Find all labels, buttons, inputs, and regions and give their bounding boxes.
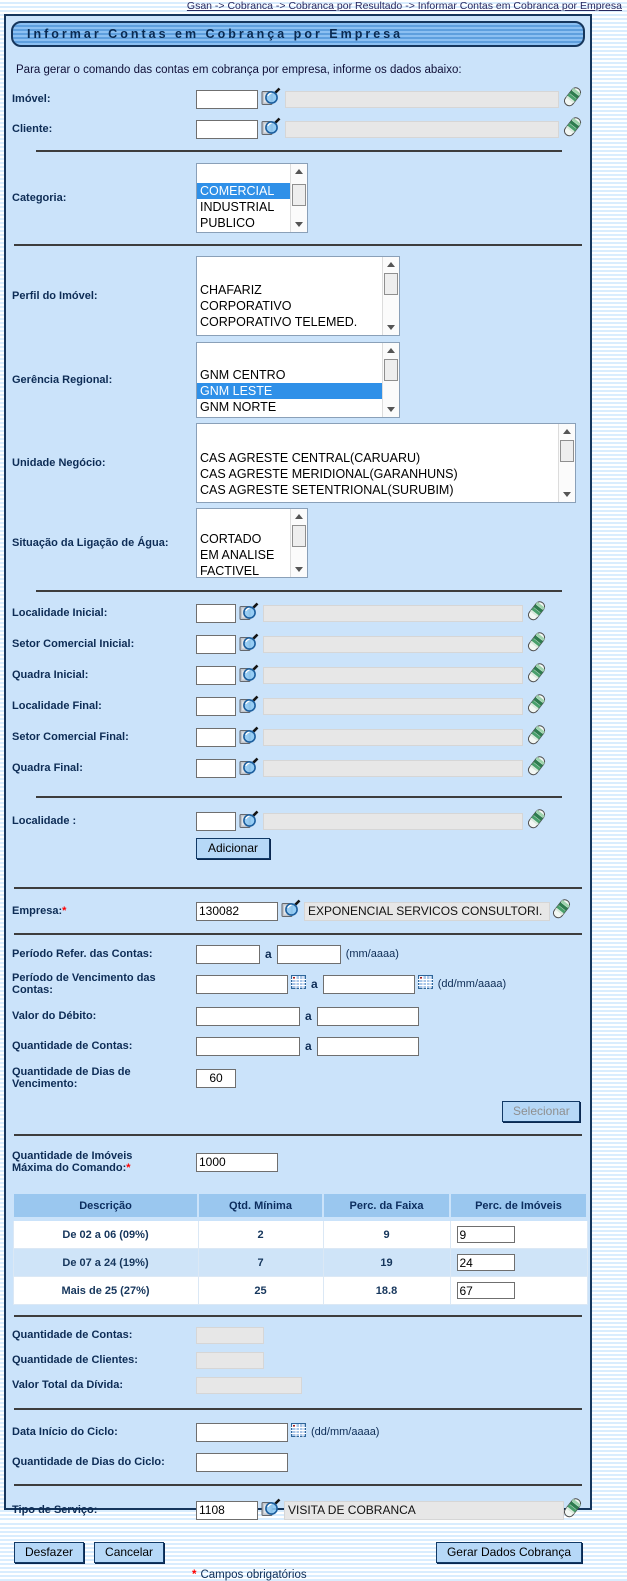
range-separator: a [305, 1039, 312, 1053]
periodo-vencimento-from-input[interactable] [196, 975, 288, 994]
format-hint: (dd/mm/aaaa) [311, 1426, 380, 1438]
search-icon[interactable] [239, 810, 259, 834]
eraser-icon[interactable] [562, 116, 582, 143]
desfazer-button[interactable]: Desfazer [14, 1542, 84, 1563]
periodo-vencimento-row [6, 967, 590, 1001]
data-inicio-ciclo-label: Data Início do Ciclo: [12, 1425, 118, 1438]
valor-debito-from-input[interactable] [196, 1007, 300, 1026]
listbox-option[interactable] [197, 351, 382, 367]
listbox-option[interactable]: GNM NORTE [200, 400, 277, 414]
listbox-option[interactable] [197, 515, 290, 531]
localidade-row [6, 808, 590, 835]
localidade-final-code-input[interactable] [196, 697, 236, 716]
situacao-ligacao-row [6, 506, 590, 580]
localidade-final-row [6, 691, 590, 722]
cliente-row [6, 114, 590, 144]
table-row [13, 1219, 587, 1249]
selecionar-row [6, 1101, 590, 1122]
tipo-servico-row [6, 1492, 590, 1528]
imoveis-maximo-label: Quantidade de Imóveis Máxima do Comando:* [12, 1149, 133, 1174]
search-icon[interactable] [239, 664, 259, 688]
listbox-option[interactable]: CORPORATIVO TELEMED. [200, 315, 358, 329]
data-inicio-ciclo-input[interactable] [196, 1423, 288, 1442]
search-icon[interactable] [239, 602, 259, 626]
listbox-option[interactable]: CORTADO [200, 532, 262, 546]
cell-perc-faixa: 19 [323, 1249, 450, 1277]
required-asterisk: * [126, 1162, 131, 1174]
localidade-inicial-label: Localidade Inicial: [12, 607, 108, 620]
selecionar-button[interactable]: Selecionar [502, 1101, 580, 1122]
perfil-imovel-listbox[interactable] [196, 256, 400, 336]
tipo-servico-label: Tipo de Serviço: [12, 1503, 98, 1516]
bottom-button-bar [14, 1542, 582, 1563]
scrollbar[interactable] [290, 164, 307, 232]
eraser-icon[interactable] [526, 755, 546, 782]
listbox-option[interactable]: INDUSTRIAL [200, 200, 275, 214]
range-separator: a [311, 977, 318, 991]
valor-debito-row [6, 1001, 590, 1031]
imoveis-maximo-input[interactable] [196, 1153, 278, 1172]
cliente-label: Cliente: [12, 122, 53, 135]
data-inicio-ciclo-row [6, 1416, 590, 1448]
required-asterisk: * [192, 1569, 197, 1581]
calendar-icon[interactable] [291, 975, 306, 994]
periodo-vencimento-label: Período de Vencimento das Contas: [12, 971, 156, 996]
search-icon[interactable] [239, 695, 259, 719]
valor-divida-total-row [6, 1373, 590, 1398]
cancelar-button[interactable]: Cancelar [94, 1542, 164, 1563]
listbox-option[interactable]: PUBLICO [200, 216, 255, 230]
unidade-negocio-label: Unidade Negócio: [12, 456, 106, 469]
calendar-icon[interactable] [291, 1423, 306, 1442]
localidade-final-name-display [263, 698, 523, 715]
localidade-final-label: Localidade Final: [12, 700, 102, 713]
listbox-option[interactable]: CAS AGRESTE CENTRAL(CARUARU) [200, 451, 421, 465]
listbox-option[interactable]: CORPORATIVO [200, 299, 292, 313]
setor-final-name-display [263, 729, 523, 746]
intro-text: Para gerar o comando das contas em cobrança por empresa, informe os dados abaixo: [16, 64, 462, 76]
eraser-icon[interactable] [551, 898, 571, 925]
quantidade-contas-to-input[interactable] [317, 1037, 419, 1056]
qtd-contas-total-row [6, 1323, 590, 1348]
setor-final-label: Setor Comercial Final: [12, 731, 129, 744]
quadra-final-code-input[interactable] [196, 759, 236, 778]
adicionar-button[interactable]: Adicionar [196, 838, 270, 859]
format-hint: (mm/aaaa) [345, 948, 399, 960]
situacao-ligacao-listbox[interactable] [196, 508, 308, 578]
eraser-icon[interactable] [526, 631, 546, 658]
dias-vencimento-input[interactable] [196, 1069, 236, 1088]
scrollbar[interactable] [382, 343, 399, 417]
page-title: Informar Contas em Cobrança por Empresa [27, 27, 404, 41]
localidade-label: Localidade : [12, 815, 77, 828]
quadra-final-name-display [263, 760, 523, 777]
dias-ciclo-row [6, 1448, 590, 1476]
quantidade-contas-label: Quantidade de Contas: [12, 1039, 133, 1052]
setor-inicial-label: Setor Comercial Inicial: [12, 638, 135, 651]
unidade-negocio-listbox[interactable] [196, 423, 576, 503]
listbox-option[interactable] [197, 167, 290, 183]
col-header-perc-imoveis: Perc. de Imóveis [450, 1193, 587, 1219]
qtd-clientes-total-display [196, 1352, 264, 1369]
perc-imoveis-input[interactable] [457, 1254, 515, 1271]
tipo-servico-name-display: VISITA DE COBRANCA [284, 1501, 564, 1520]
quadra-inicial-row [6, 660, 590, 691]
page-title-bar [11, 21, 585, 47]
listbox-option[interactable]: EM ANALISE [200, 548, 275, 562]
quadra-inicial-label: Quadra Inicial: [12, 669, 89, 682]
listbox-option[interactable] [197, 434, 558, 450]
dias-ciclo-input[interactable] [196, 1453, 288, 1472]
calendar-icon[interactable] [418, 975, 433, 994]
range-separator: a [265, 947, 272, 961]
listbox-option[interactable]: COMERCIAL [197, 183, 290, 199]
quadra-inicial-code-input[interactable] [196, 666, 236, 685]
listbox-option[interactable]: GNM LESTE [197, 383, 382, 399]
col-header-perc-faixa: Perc. da Faixa [323, 1193, 450, 1219]
cliente-code-input[interactable] [196, 120, 258, 139]
table-row [13, 1249, 587, 1277]
qtd-clientes-total-label: Quantidade de Clientes: [12, 1354, 138, 1367]
situacao-ligacao-label: Situação da Ligação de Água: [12, 536, 169, 549]
listbox-option[interactable]: CHAFARIZ [200, 283, 262, 297]
perc-imoveis-input[interactable] [457, 1226, 515, 1243]
setor-inicial-code-input[interactable] [196, 635, 236, 654]
cell-descricao: Mais de 25 (27%) [13, 1277, 198, 1305]
breadcrumb[interactable]: Gsan -> Cobranca -> Cobranca por Resultado -> Informar Contas em Cobranca por Empresa [186, 0, 622, 12]
gerencia-regional-label: Gerência Regional: [12, 373, 113, 386]
eraser-icon[interactable] [526, 693, 546, 720]
required-fields-note: * Campos obrigatórios [192, 1569, 307, 1581]
imovel-row [6, 84, 590, 114]
cell-descricao: De 07 a 24 (19%) [13, 1249, 198, 1277]
eraser-icon[interactable] [562, 86, 582, 113]
cell-qtd-minima: 7 [198, 1249, 323, 1277]
eraser-icon[interactable] [526, 662, 546, 689]
listbox-option[interactable] [197, 266, 382, 282]
adicionar-row [6, 835, 590, 861]
quantidade-contas-from-input[interactable] [196, 1037, 300, 1056]
listbox-option[interactable]: CAS AGRESTE SETENTRIONAL(SURUBIM) [200, 483, 454, 497]
eraser-icon[interactable] [562, 1497, 582, 1524]
categoria-listbox[interactable] [196, 163, 308, 233]
gerencia-regional-row [6, 340, 590, 420]
qtd-contas-total-label: Quantidade de Contas: [12, 1329, 133, 1342]
gerar-dados-cobranca-button[interactable]: Gerar Dados Cobrança [436, 1542, 582, 1563]
dias-vencimento-row [6, 1061, 590, 1095]
search-icon[interactable] [261, 117, 281, 141]
localidade-inicial-code-input[interactable] [196, 604, 236, 623]
localidade-inicial-row [6, 598, 590, 629]
localidade-inicial-name-display [263, 605, 523, 622]
categoria-label: Categoria: [12, 191, 67, 204]
gerencia-regional-listbox[interactable] [196, 342, 400, 418]
search-icon[interactable] [281, 899, 301, 923]
cell-perc-faixa: 18.8 [323, 1277, 450, 1305]
periodo-referencia-row [6, 941, 590, 967]
localidade-code-input[interactable] [196, 812, 236, 831]
eraser-icon[interactable] [526, 724, 546, 751]
format-hint: (dd/mm/aaaa) [437, 978, 507, 990]
cell-descricao: De 02 a 06 (09%) [13, 1219, 198, 1249]
main-panel [4, 14, 592, 1581]
setor-final-row [6, 722, 590, 753]
imovel-code-input[interactable] [196, 90, 258, 109]
setor-final-code-input[interactable] [196, 728, 236, 747]
table-row [13, 1277, 587, 1305]
perfil-imovel-label: Perfil do Imóvel: [12, 289, 98, 302]
dias-ciclo-label: Quantidade de Dias do Ciclo: [12, 1455, 165, 1468]
imovel-label: Imóvel: [12, 92, 51, 105]
cliente-name-display [285, 121, 559, 138]
cell-qtd-minima: 2 [198, 1219, 323, 1249]
search-icon[interactable] [239, 757, 259, 781]
periodo-vencimento-to-input[interactable] [323, 975, 415, 994]
periodo-referencia-label: Período Refer. das Contas: [12, 947, 153, 960]
quadra-final-row [6, 753, 590, 784]
dias-vencimento-label: Quantidade de Dias de Vencimento: [12, 1065, 131, 1090]
categoria-row [6, 158, 590, 238]
empresa-name-display: EXPONENCIAL SERVICOS CONSULTORI. [304, 902, 550, 921]
setor-inicial-name-display [263, 636, 523, 653]
empresa-code-input[interactable] [196, 902, 278, 921]
col-header-descricao: Descrição [13, 1193, 198, 1219]
listbox-option[interactable]: GNM CENTRO [200, 368, 286, 382]
qtd-contas-total-display [196, 1327, 264, 1344]
cell-perc-faixa: 9 [323, 1219, 450, 1249]
perc-imoveis-input[interactable] [457, 1282, 515, 1299]
table-header-row [13, 1193, 587, 1219]
scrollbar[interactable] [382, 257, 399, 335]
localidade-name-display [263, 813, 523, 830]
quadra-inicial-name-display [263, 667, 523, 684]
valor-divida-total-label: Valor Total da Dívida: [12, 1379, 124, 1392]
faixas-table [12, 1192, 588, 1305]
quantidade-contas-row [6, 1031, 590, 1061]
required-asterisk: * [62, 904, 67, 917]
eraser-icon[interactable] [526, 600, 546, 627]
search-icon[interactable] [239, 726, 259, 750]
valor-divida-total-display [196, 1377, 302, 1394]
valor-debito-to-input[interactable] [317, 1007, 419, 1026]
cell-qtd-minima: 25 [198, 1277, 323, 1305]
search-icon[interactable] [261, 87, 281, 111]
scrollbar[interactable] [290, 509, 307, 577]
range-separator: a [305, 1009, 312, 1023]
search-icon[interactable] [261, 1498, 281, 1522]
tipo-servico-code-input[interactable] [196, 1501, 258, 1520]
periodo-referencia-to-input[interactable] [277, 945, 341, 964]
valor-debito-label: Valor do Débito: [12, 1009, 97, 1022]
imovel-name-display [285, 91, 559, 108]
col-header-qtd-minima: Qtd. Mínima [198, 1193, 323, 1219]
unidade-negocio-row [6, 420, 590, 506]
empresa-row [6, 895, 590, 927]
quadra-final-label: Quadra Final: [12, 762, 83, 775]
eraser-icon[interactable] [526, 808, 546, 835]
periodo-referencia-from-input[interactable] [196, 945, 260, 964]
listbox-option[interactable]: FACTIVEL [200, 564, 260, 578]
search-icon[interactable] [239, 633, 259, 657]
scrollbar[interactable] [558, 424, 575, 502]
listbox-option[interactable]: CAS AGRESTE MERIDIONAL(GARANHUNS) [200, 467, 458, 481]
perfil-imovel-row [6, 252, 590, 340]
imoveis-maximo-row [6, 1142, 590, 1182]
qtd-clientes-total-row [6, 1348, 590, 1373]
setor-inicial-row [6, 629, 590, 660]
empresa-label: Empresa:* [12, 904, 67, 917]
